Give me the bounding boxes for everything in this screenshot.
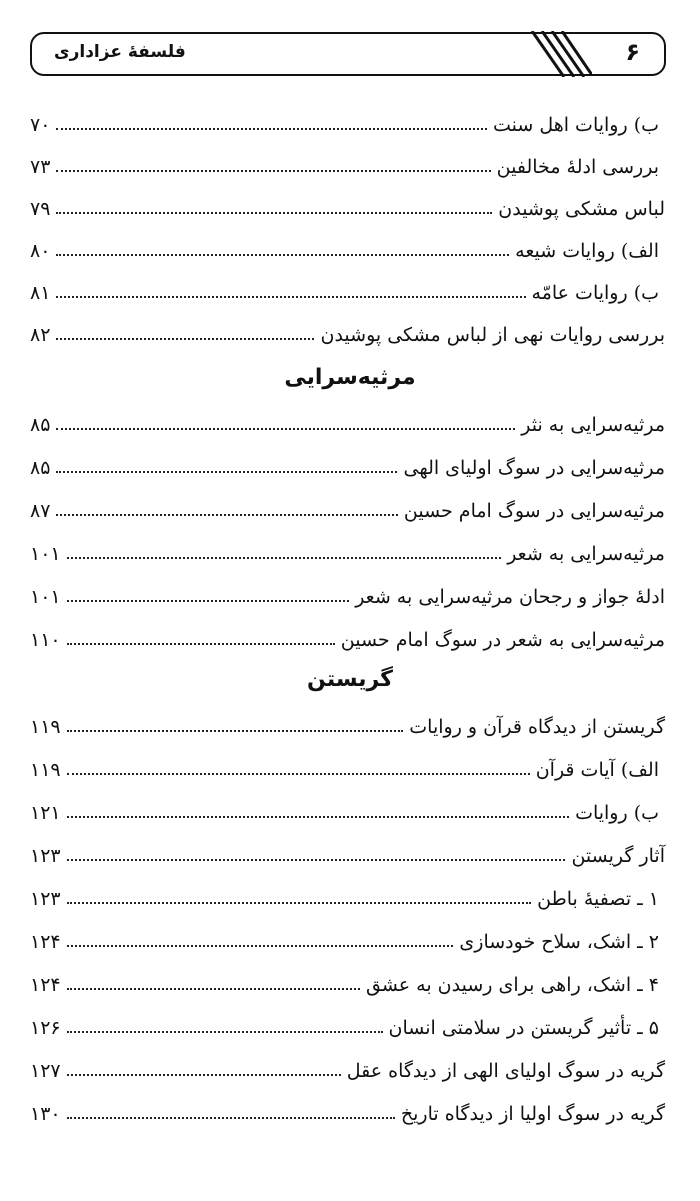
toc-entry[interactable]: [30, 610, 665, 652]
toc-entry-title: ۲ ـ اشک، سلاح خودسازی: [459, 931, 659, 953]
toc-entry-title: مرثیه‌سرایی به شعر در سوگ امام حسین: [340, 629, 665, 651]
section-heading-weeping: گریستن: [307, 667, 393, 692]
toc-entry-page: ۷۹: [30, 198, 51, 220]
toc-entry[interactable]: [30, 955, 665, 997]
toc-entry[interactable]: [30, 305, 665, 347]
toc-entry-page: ۱۰۱: [30, 586, 61, 608]
toc-entry-title: مرثیه‌سرایی به شعر: [507, 543, 665, 565]
dot-leader: [56, 514, 397, 516]
toc-entry-title: گریه در سوگ اولیای الهی از دیدگاه عقل: [346, 1060, 665, 1082]
dot-leader: [67, 1074, 341, 1076]
toc-entry[interactable]: [30, 524, 665, 566]
dot-leader: [56, 128, 487, 130]
dot-leader: [67, 988, 360, 990]
toc-entry-title: بررسی ادلهٔ مخالفین: [496, 156, 659, 178]
toc-entry-title: ۵ ـ تأثیر گریستن در سلامتی انسان: [388, 1017, 659, 1039]
toc-entry[interactable]: [30, 481, 665, 523]
toc-entry[interactable]: [30, 783, 665, 825]
dot-leader: [67, 816, 569, 818]
toc-entry-title: الف) آیات قرآن: [535, 759, 659, 781]
dot-leader: [67, 859, 566, 861]
book-title: فلسفهٔ عزاداری: [54, 42, 186, 62]
toc-entry-page: ۱۲۱: [30, 802, 61, 824]
toc-entry-title: ادلهٔ جواز و رجحان مرثیه‌سرایی به شعر: [355, 586, 665, 608]
toc-entry-title: ب) روایات: [575, 802, 659, 824]
dot-leader: [56, 254, 509, 256]
toc-entry[interactable]: [30, 263, 665, 305]
toc-entry-page: ۱۲۳: [30, 845, 61, 867]
toc-entry-page: ۱۲۳: [30, 888, 61, 910]
dot-leader: [67, 1117, 395, 1119]
toc-entry[interactable]: [30, 869, 665, 911]
toc-entry-page: ۱۱۹: [30, 759, 61, 781]
toc-entry[interactable]: [30, 740, 665, 782]
toc-entry[interactable]: [30, 1041, 665, 1083]
toc-entry-page: ۸۱: [30, 282, 51, 304]
toc-entry[interactable]: [30, 438, 665, 480]
toc-entry[interactable]: [30, 998, 665, 1040]
toc-entry[interactable]: [30, 221, 665, 263]
toc-entry-title: ۱ ـ تصفیهٔ باطن: [537, 888, 659, 910]
toc-entry-title: آثار گریستن: [571, 845, 665, 867]
toc-entry-page: ۱۱۰: [30, 629, 61, 651]
dot-leader: [56, 471, 397, 473]
dot-leader: [67, 600, 350, 602]
dot-leader: [67, 902, 532, 904]
toc-entry-page: ۸۵: [30, 457, 51, 479]
toc-entry-title: گریستن از دیدگاه قرآن و روایات: [409, 716, 665, 738]
toc-entry-title: ب) روایات اهل سنت: [492, 114, 659, 136]
toc-entry-page: ۷۳: [30, 156, 51, 178]
dot-leader: [67, 773, 530, 775]
dot-leader: [56, 296, 525, 298]
toc-entry-page: ۱۲۶: [30, 1017, 61, 1039]
toc-entry-page: ۸۷: [30, 500, 51, 522]
toc-entry[interactable]: [30, 395, 665, 437]
dot-leader: [67, 643, 335, 645]
toc-entry-title: ۴ ـ اشک، راهی برای رسیدن به عشق: [366, 974, 659, 996]
dot-leader: [67, 557, 502, 559]
dot-leader: [56, 170, 490, 172]
dot-leader: [56, 212, 492, 214]
dot-leader: [56, 428, 515, 430]
dot-leader: [67, 945, 454, 947]
toc-entry-page: ۸۵: [30, 414, 51, 436]
header-stripes-ornament: [524, 31, 592, 77]
section-heading-elegy: مرثیه‌سرایی: [284, 365, 416, 390]
toc-entry[interactable]: [30, 95, 665, 137]
toc-entry-title: مرثیه‌سرایی در سوگ امام حسین: [403, 500, 665, 522]
toc-entry-title: مرثیه‌سرایی به نثر: [521, 414, 665, 436]
toc-entry-title: لباس مشکی پوشیدن: [498, 198, 665, 220]
page-number: ۶: [625, 38, 640, 66]
dot-leader: [67, 730, 404, 732]
toc-entry-page: ۸۰: [30, 240, 51, 262]
toc-entry[interactable]: [30, 179, 665, 221]
page-header: [30, 32, 666, 76]
toc-entry-title: الف) روایات شیعه: [515, 240, 659, 262]
toc-entry-title: گریه در سوگ اولیا از دیدگاه تاریخ: [400, 1103, 665, 1125]
toc-entry-page: ۷۰: [30, 114, 51, 136]
toc-entry-title: مرثیه‌سرایی در سوگ اولیای الهی: [403, 457, 665, 479]
dot-leader: [67, 1031, 383, 1033]
toc-entry[interactable]: [30, 1084, 665, 1126]
toc-entry-page: ۱۳۰: [30, 1103, 61, 1125]
toc-entry-title: بررسی روایات نهی از لباس مشکی پوشیدن: [320, 324, 665, 346]
toc-entry-page: ۱۲۷: [30, 1060, 61, 1082]
toc-entry-page: ۱۰۱: [30, 543, 61, 565]
toc-entry-page: ۱۱۹: [30, 716, 61, 738]
toc-entry[interactable]: [30, 137, 665, 179]
toc-entry[interactable]: [30, 826, 665, 868]
dot-leader: [56, 338, 314, 340]
toc-entry-page: ۱۲۴: [30, 931, 61, 953]
toc-entry-page: ۱۲۴: [30, 974, 61, 996]
toc-entry-page: ۸۲: [30, 324, 51, 346]
toc-entry[interactable]: [30, 912, 665, 954]
toc-entry-title: ب) روایات عامّه: [531, 282, 659, 304]
toc-entry[interactable]: [30, 567, 665, 609]
toc-entry[interactable]: [30, 697, 665, 739]
